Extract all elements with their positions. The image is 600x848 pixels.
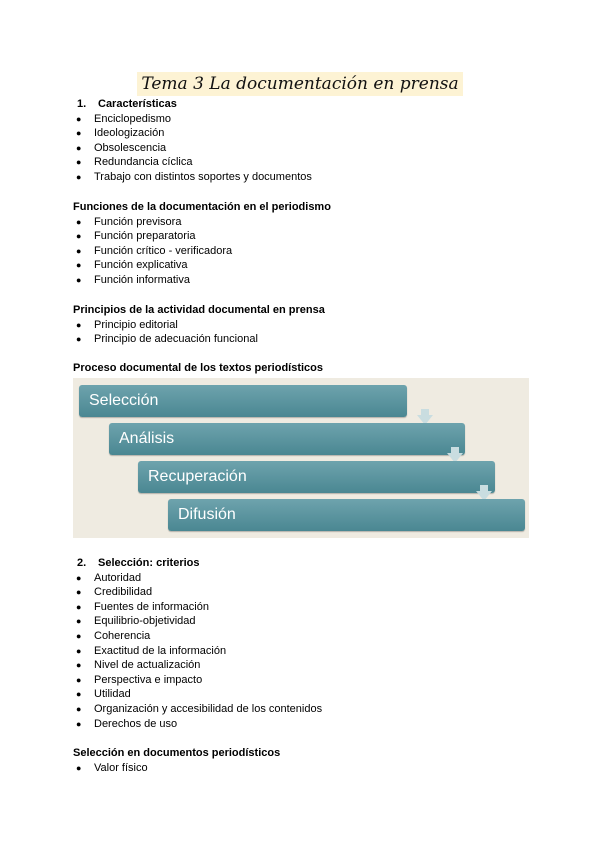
caracteristicas-list — [73, 112, 312, 185]
list-item — [73, 629, 322, 644]
bullet-icon: ● — [76, 616, 82, 627]
list-item-text: Fuentes de información — [94, 600, 209, 613]
bullet-icon: ● — [76, 128, 82, 139]
section-title: Características — [98, 98, 177, 110]
list-item — [73, 215, 331, 230]
list-item-text: Equilibrio-objetividad — [94, 615, 196, 628]
list-item — [73, 141, 312, 156]
list-item — [73, 170, 312, 185]
list-item — [73, 585, 322, 600]
list-item-text: Coherencia — [94, 629, 151, 642]
list-item-text: Ideologización — [94, 127, 165, 140]
list-item-text: Función crítico - verificadora — [94, 244, 233, 257]
list-item-text: Función preparatoria — [94, 230, 196, 243]
bullet-icon: ● — [76, 718, 82, 729]
list-item-text: Trabajo con distintos soportes y documentos — [94, 170, 312, 183]
bullet-icon: ● — [76, 689, 82, 700]
section-heading: Funciones de la documentación en el periodismo — [73, 201, 331, 213]
list-item — [73, 571, 322, 586]
process-diagram — [73, 378, 529, 538]
bullet-icon: ● — [76, 674, 82, 685]
bullet-icon: ● — [76, 157, 82, 168]
list-item-text: Función explicativa — [94, 259, 188, 272]
bullet-icon: ● — [76, 587, 82, 598]
bullet-icon: ● — [76, 601, 82, 612]
list-item — [73, 687, 322, 702]
bullet-icon: ● — [76, 274, 82, 285]
list-item — [73, 658, 322, 673]
section-seleccion-docs — [73, 746, 280, 775]
bullet-icon: ● — [76, 231, 82, 242]
list-item — [73, 244, 331, 259]
section-criterios — [73, 556, 322, 731]
bullet-icon: ● — [76, 645, 82, 656]
list-item-text: Redundancia cíclica — [94, 156, 193, 169]
list-item — [73, 644, 322, 659]
criterios-list — [73, 571, 322, 732]
list-item — [73, 112, 312, 127]
list-item-text: Nivel de actualización — [94, 659, 201, 672]
list-item-text: Exactitud de la información — [94, 644, 227, 657]
list-item-text: Autoridad — [94, 571, 142, 584]
list-item — [73, 258, 331, 273]
step-analisis: Análisis — [109, 423, 465, 455]
section-heading: Principios de la actividad documental en prensa — [73, 304, 325, 316]
principios-list — [73, 318, 325, 347]
list-item-text: Función informativa — [94, 273, 190, 286]
step-seleccion: Selección — [79, 385, 407, 417]
bullet-icon: ● — [76, 171, 82, 182]
list-item-text: Derechos de uso — [94, 717, 178, 730]
list-item-text: Principio de adecuación funcional — [94, 333, 258, 346]
bullet-icon: ● — [76, 260, 82, 271]
bullet-icon: ● — [76, 762, 82, 773]
step-difusion: Difusión — [168, 499, 525, 531]
section-heading: Proceso documental de los textos periodísticos — [73, 362, 324, 374]
step-recuperacion: Recuperación — [138, 461, 495, 493]
funciones-list — [73, 215, 331, 288]
list-item-text: Valor físico — [94, 761, 148, 774]
bullet-icon: ● — [76, 245, 82, 256]
section-caracteristicas — [73, 97, 312, 185]
list-item — [73, 229, 331, 244]
section-heading — [73, 97, 312, 112]
section-number: 1. — [77, 98, 87, 110]
list-item-text: Credibilidad — [94, 586, 153, 599]
list-item — [73, 761, 280, 776]
section-title: Selección: criterios — [98, 557, 200, 569]
section-principios — [73, 303, 325, 347]
bullet-icon: ● — [76, 630, 82, 641]
list-item-text: Organización y accesibilidad de los contenidos — [94, 702, 323, 715]
list-item-text: Obsolescencia — [94, 141, 167, 154]
list-item — [73, 155, 312, 170]
section-funciones — [73, 200, 331, 288]
bullet-icon: ● — [76, 572, 82, 583]
section-heading: Selección en documentos periodísticos — [73, 747, 281, 759]
page-title: Tema 3 La documentación en prensa — [137, 72, 462, 96]
section-heading — [73, 556, 322, 571]
list-item-text: Enciclopedismo — [94, 112, 172, 125]
list-item-text: Utilidad — [94, 688, 131, 701]
bullet-icon: ● — [76, 142, 82, 153]
list-item-text: Función previsora — [94, 215, 182, 228]
bullet-icon: ● — [76, 660, 82, 671]
list-item — [73, 702, 322, 717]
bullet-icon: ● — [76, 319, 82, 330]
bullet-icon: ● — [76, 334, 82, 345]
list-item — [73, 614, 322, 629]
bullet-icon: ● — [76, 216, 82, 227]
list-item-text: Principio editorial — [94, 318, 178, 331]
list-item — [73, 273, 331, 288]
list-item — [73, 126, 312, 141]
section-number: 2. — [77, 557, 87, 569]
bullet-icon: ● — [76, 703, 82, 714]
title-wrap — [0, 72, 600, 96]
list-item — [73, 332, 325, 347]
list-item — [73, 318, 325, 333]
list-item-text: Perspectiva e impacto — [94, 673, 203, 686]
seleccion-docs-list — [73, 761, 280, 776]
section-proceso — [73, 361, 323, 376]
list-item — [73, 717, 322, 732]
list-item — [73, 673, 322, 688]
bullet-icon: ● — [76, 113, 82, 124]
list-item — [73, 600, 322, 615]
